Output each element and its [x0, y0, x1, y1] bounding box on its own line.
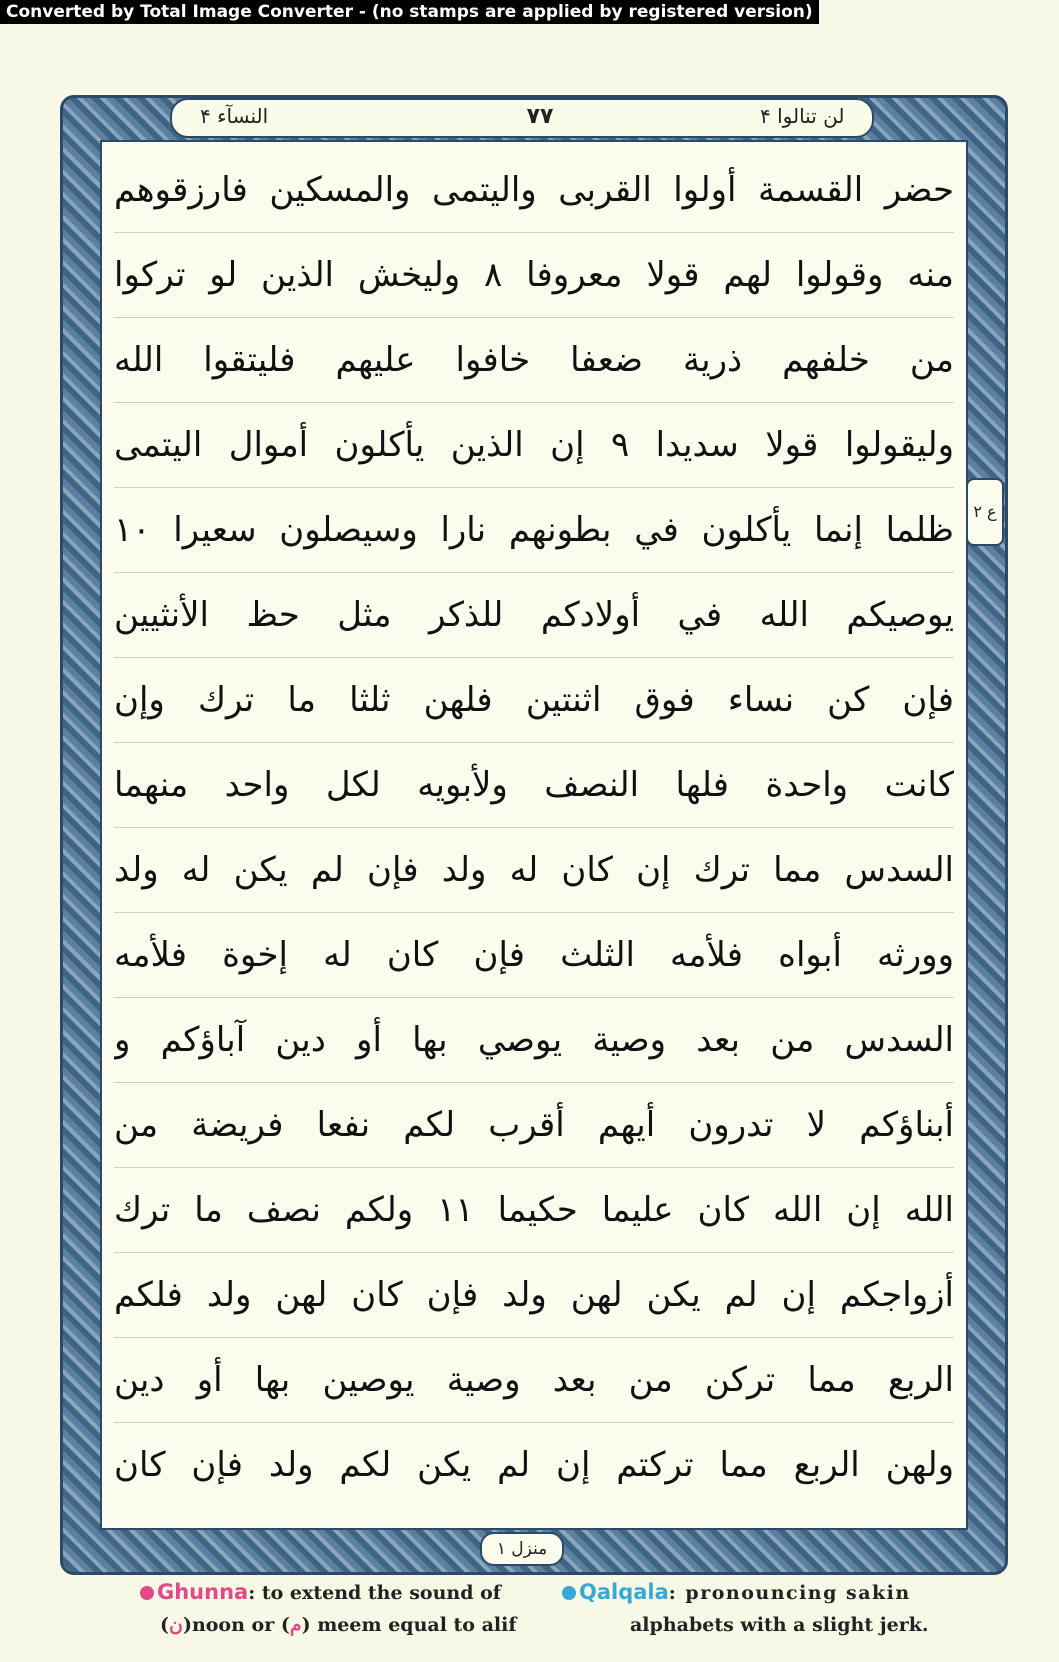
text-line: يوصيكم الله في أولادكم للذكر مثل حظ الأنثيين — [114, 573, 954, 658]
text-line: من خلفهم ذرية ضعفا خافوا عليهم فليتقوا الله — [114, 318, 954, 403]
text-line: ولهن الربع مما تركتم إن لم يكن لكم ولد فإن كان — [114, 1445, 954, 1485]
ghunna-line2-mid: )noon or ( — [182, 1614, 290, 1636]
text-line: وليقولوا قولا سديدا ۹ إن الذين يأكلون أموال اليتمى — [114, 403, 954, 488]
text-line: السدس من بعد وصية يوصي بها أو دين آباؤكم و — [114, 998, 954, 1083]
text-line: الربع مما تركن من بعد وصية يوصين بها أو دين — [114, 1338, 954, 1423]
flower-icon — [140, 1586, 154, 1600]
text-line: فإن كن نساء فوق اثنتين فلهن ثلثا ما ترك وإن — [114, 658, 954, 743]
noon-letter: ن — [169, 1614, 183, 1636]
manzil-marker: منزل ۱ — [480, 1532, 564, 1566]
ghunna-legend — [140, 1580, 501, 1604]
qalqala-legend — [562, 1580, 911, 1604]
text-panel — [100, 140, 968, 1530]
ruku-marker: ع ۲ — [966, 478, 1004, 546]
text-line: ظلما إنما يأكلون في بطونهم نارا وسيصلون سعيرا ۱۰ — [114, 488, 954, 573]
ghunna-line2-end: ) meem equal to alif — [301, 1614, 517, 1636]
text-line: السدس مما ترك إن كان له ولد فإن لم يكن له ولد — [114, 828, 954, 913]
surah-name: النسآء ۴ — [200, 104, 269, 128]
text-line: كانت واحدة فلها النصف ولأبويه لكل واحد منهما — [114, 743, 954, 828]
ghunna-paren-open: ( — [160, 1614, 169, 1636]
juz-name: لن تنالوا ۴ — [760, 104, 845, 128]
meem-letter: م — [289, 1614, 302, 1636]
ghunna-legend-line2 — [160, 1614, 517, 1636]
converter-banner: Converted by Total Image Converter - (no stamps are applied by registered version) — [0, 0, 819, 24]
ghunna-text: : to extend the sound of — [248, 1582, 501, 1604]
page-number: ۷۷ — [526, 104, 554, 129]
qalqala-title: Qalqala — [579, 1580, 669, 1604]
text-line: وورثه أبواه فلأمه الثلث فإن كان له إخوة فلأمه — [114, 913, 954, 998]
text-line: حضر القسمة أولوا القربى واليتمى والمسكين فارزقوهم — [114, 148, 954, 233]
ghunna-title: Ghunna — [157, 1580, 249, 1604]
qalqala-text: : pronouncing sakin — [668, 1582, 911, 1604]
text-line: أزواجكم إن لم يكن لهن ولد فإن كان لهن ولد فلكم — [114, 1253, 954, 1338]
text-line: منه وقولوا لهم قولا معروفا ۸ وليخش الذين لو تركوا — [114, 233, 954, 318]
text-line: الله إن الله كان عليما حكيما ۱۱ ولكم نصف ما ترك — [114, 1168, 954, 1253]
qalqala-legend-line2: alphabets with a slight jerk. — [630, 1614, 929, 1636]
flower-icon — [562, 1586, 576, 1600]
text-line: أبناؤكم لا تدرون أيهم أقرب لكم نفعا فريضة من — [114, 1083, 954, 1168]
